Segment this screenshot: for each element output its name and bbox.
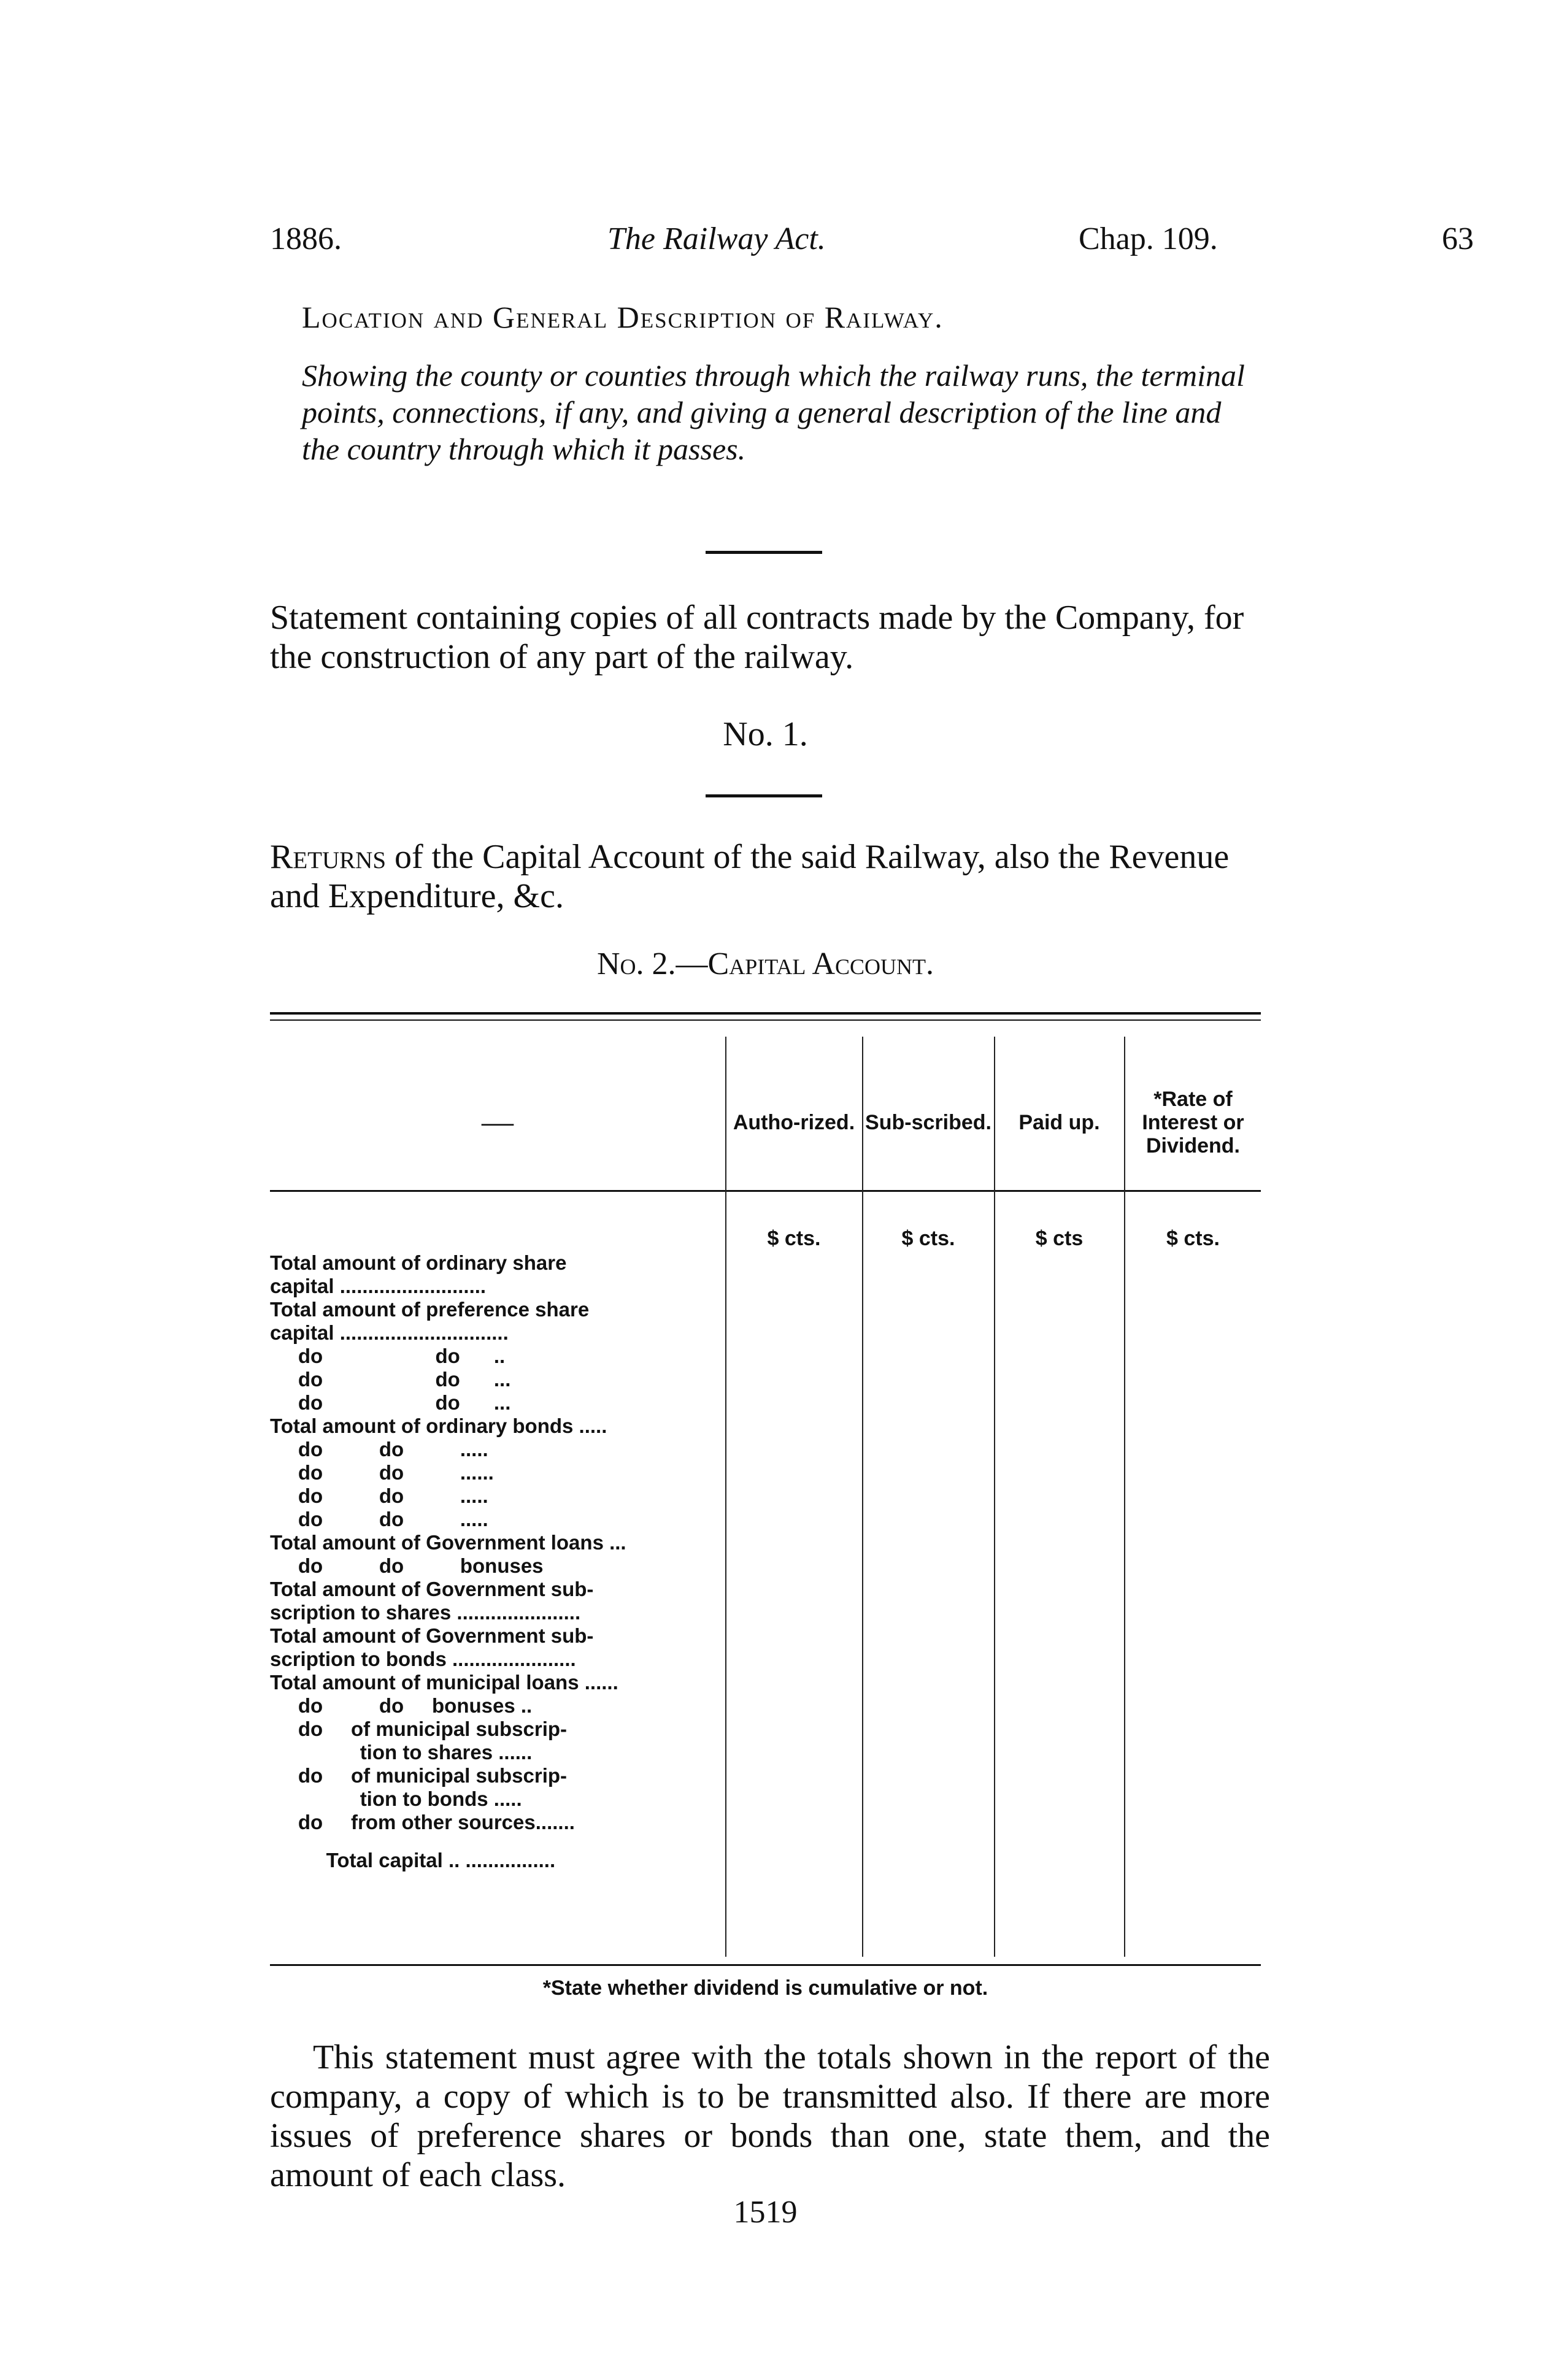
paid-up-column-header: Paid up. [1018,1111,1100,1134]
paid-up-unit: $ cts [1035,1227,1084,1250]
footer-page-number: 1519 [733,2195,798,2230]
table-row: tion to shares ...... [270,1741,533,1764]
table-row: scription to shares ...................... [270,1601,581,1624]
table-row: do of municipal subscrip- [270,1764,568,1787]
capital-account-title: No. 2.—Capital Account. [596,946,934,981]
table-row: Total amount of ordinary share [270,1251,567,1274]
table-row: tion to bonds ..... [270,1787,522,1810]
table-row: do do ..... [270,1438,488,1461]
table-row: capital .......................... [270,1275,487,1297]
subscribed-column-header: Sub-scribed. [865,1111,991,1134]
returns-lead: Returns [270,838,387,876]
table-row: Total amount of ordinary bonds ..... [270,1415,607,1437]
contracts-statement: Statement containing copies of all contracts made by the Company, for the construction of any part of the railway. [270,599,1244,676]
column-divider [1124,1037,1125,1957]
table-row: Total amount of Government loans ... [270,1531,626,1554]
table-row: capital .............................. [270,1321,509,1344]
label-column-header: — [482,1105,514,1140]
closing-paragraph: This statement must agree with the totals shown in the report of the company, a copy of which is to be transmitted also. If there are more issues of preference shares or bonds than one, state them, and the amount of each class. [270,2038,1270,2194]
table-row: do do bonuses .. [270,1694,533,1717]
table-row: do do ... [270,1391,511,1414]
column-divider [725,1037,726,1957]
footnote: *State whether dividend is cumulative or not. [542,1976,988,2000]
header-chapter: Chap. 109. [1079,221,1218,256]
table-row: scription to bonds ...................... [270,1648,576,1670]
table-row: do do ...... [270,1461,494,1484]
authorized-unit: $ cts. [767,1227,821,1250]
table-row: Total amount of municipal loans ...... [270,1671,618,1694]
table-row: Total amount of Government sub- [270,1578,594,1600]
header-title: The Railway Act. [607,221,826,256]
rate-column-header: *Rate of Interest or Dividend. [1142,1088,1244,1157]
table-row: do do ... [270,1368,511,1391]
returns-paragraph [270,837,1270,916]
table-row: Total amount of Government sub- [270,1624,594,1647]
location-heading: Location and General Description of Railway. [302,300,944,334]
column-divider [862,1037,863,1957]
number-one: No. 1. [723,715,808,753]
table-top-rule [270,1012,1261,1015]
table-bottom-rule [270,1964,1261,1966]
table-row: Total amount of preference share [270,1298,590,1321]
divider-rule [706,794,822,797]
header-year: 1886. [270,221,342,256]
table-row: do do .. [270,1345,506,1367]
divider-rule [706,551,822,554]
subscribed-unit: $ cts. [901,1227,955,1250]
rate-unit: $ cts. [1166,1227,1220,1250]
table-row: do of municipal subscrip- [270,1718,568,1740]
returns-text: of the Capital Account of the said Railway, also the Revenue and Expenditure, &c. [270,838,1230,915]
column-divider [994,1037,995,1957]
table-row: do from other sources....... [270,1811,575,1833]
location-description: Showing the county or counties through which the railway runs, the terminal points, connections, if any, and giving a general description of the line and the country through which it passes. [302,358,1245,466]
table-row: do do ..... [270,1484,488,1507]
total-capital-row: Total capital .. ................ [270,1849,556,1871]
row-labels [270,1251,724,1872]
table-row: do do bonuses [270,1554,544,1577]
capital-account-table [270,1012,1261,1966]
header-page-number: 63 [1442,221,1474,256]
table-top-rule [270,1019,1261,1021]
authorized-column-header: Autho-rized. [733,1111,855,1134]
table-header-rule [270,1190,1261,1192]
table-row: do do ..... [270,1508,488,1530]
